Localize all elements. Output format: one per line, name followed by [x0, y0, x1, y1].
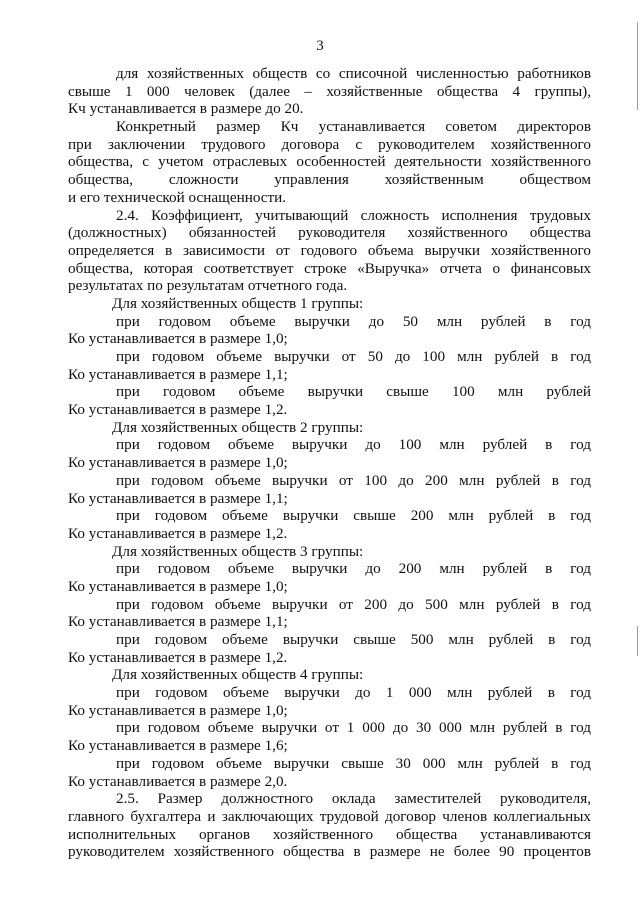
text-line: Ко устанавливается в размере 2,0. [68, 772, 288, 790]
text-line: Ко устанавливается в размере 1,0; [68, 701, 288, 719]
text-line: Ко устанавливается в размере 1,0; [68, 454, 288, 472]
text-line: Ко устанавливается в размере 1,0; [68, 330, 288, 348]
page-number: 3 [316, 38, 324, 54]
text-line: Для хозяйственных обществ 1 группы: [112, 294, 364, 312]
text-line: при годовом объеме выручки от 200 до 500 млн рублей в год [116, 595, 591, 613]
text-line: Ко устанавливается в размере 1,2. [68, 401, 288, 419]
text-line: при годовом объеме выручки до 50 млн рублей в год [116, 312, 591, 330]
text-line: Ко устанавливается в размере 1,1; [68, 365, 288, 383]
text-line: свыше 1 000 человек (далее – хозяйственные общества 4 группы), [68, 82, 591, 100]
text-line: общества, которая соответствует строке «Выручка» отчета о финансовых [68, 259, 591, 277]
text-line: Ко устанавливается в размере 1,2. [68, 524, 288, 542]
text-line: общества, с учетом отраслевых особенностей деятельности хозяйственного [68, 153, 591, 171]
text-line: руководителем хозяйственного общества в размере не более 90 процентов [68, 843, 591, 861]
text-line: общества, сложности управления хозяйственным обществом [68, 171, 591, 189]
text-line: результатах по результатам отчетного года. [68, 277, 348, 295]
text-line: при годовом объеме выручки от 100 до 200 млн рублей в год [116, 471, 591, 489]
text-line: (должностных) обязанностей руководителя хозяйственного общества [68, 224, 591, 242]
text-line: 2.5. Размер должностного оклада заместителей руководителя, [116, 790, 591, 808]
text-line: Для хозяйственных обществ 4 группы: [112, 666, 364, 684]
text-line: при годовом объеме выручки до 200 млн рублей в год [116, 560, 591, 578]
text-line: при годовом объеме выручки свыше 100 млн рублей [116, 383, 591, 401]
text-line: Для хозяйственных обществ 3 группы: [112, 542, 364, 560]
scan-edge-mark-bottom [637, 626, 638, 656]
text-line: Ко устанавливается в размере 1,1; [68, 613, 288, 631]
text-line: исполнительных органов хозяйственного общества устанавливаются [68, 825, 591, 843]
text-line: и его технической оснащенности. [68, 188, 287, 206]
text-line: при годовом объеме выручки свыше 500 млн рублей в год [116, 631, 591, 648]
text-line: при годовом объеме выручки до 1 000 млн рублей в год [116, 684, 591, 702]
scan-edge-mark-top [637, 22, 638, 110]
text-line: определяется в зависимости от годового объема выручки хозяйственного [68, 241, 591, 259]
text-line: Ко устанавливается в размере 1,0; [68, 577, 288, 595]
text-line: Конкретный размер Кч устанавливается советом директоров [116, 118, 591, 136]
text-line: при годовом объеме выручки до 100 млн рублей в год [116, 436, 591, 454]
text-line: при заключении трудового договора с руководителем хозяйственного [68, 135, 591, 153]
text-line: при годовом объеме выручки от 50 до 100 млн рублей в год [116, 348, 591, 365]
text-line: при годовом объеме выручки свыше 200 млн рублей в год [116, 507, 591, 525]
text-line: главного бухгалтера и заключающих трудовой договор членов коллегиальных [68, 807, 591, 825]
text-line: 2.4. Коэффициент, учитывающий сложность исполнения трудовых [116, 206, 591, 224]
text-line: Ко устанавливается в размере 1,6; [68, 737, 288, 755]
text-line: Ко устанавливается в размере 1,1; [68, 489, 288, 507]
text-line: при годовом объеме выручки свыше 30 000 млн рублей в год [116, 754, 591, 772]
text-line: Кч устанавливается в размере до 20. [68, 100, 304, 118]
text-line: при годовом объеме выручки от 1 000 до 30 000 млн рублей в год [116, 719, 591, 737]
text-line: Для хозяйственных обществ 2 группы: [112, 418, 364, 436]
document-body [68, 65, 591, 861]
text-line: для хозяйственных обществ со списочной численностью работников [116, 65, 591, 82]
text-line: Ко устанавливается в размере 1,2. [68, 648, 288, 666]
